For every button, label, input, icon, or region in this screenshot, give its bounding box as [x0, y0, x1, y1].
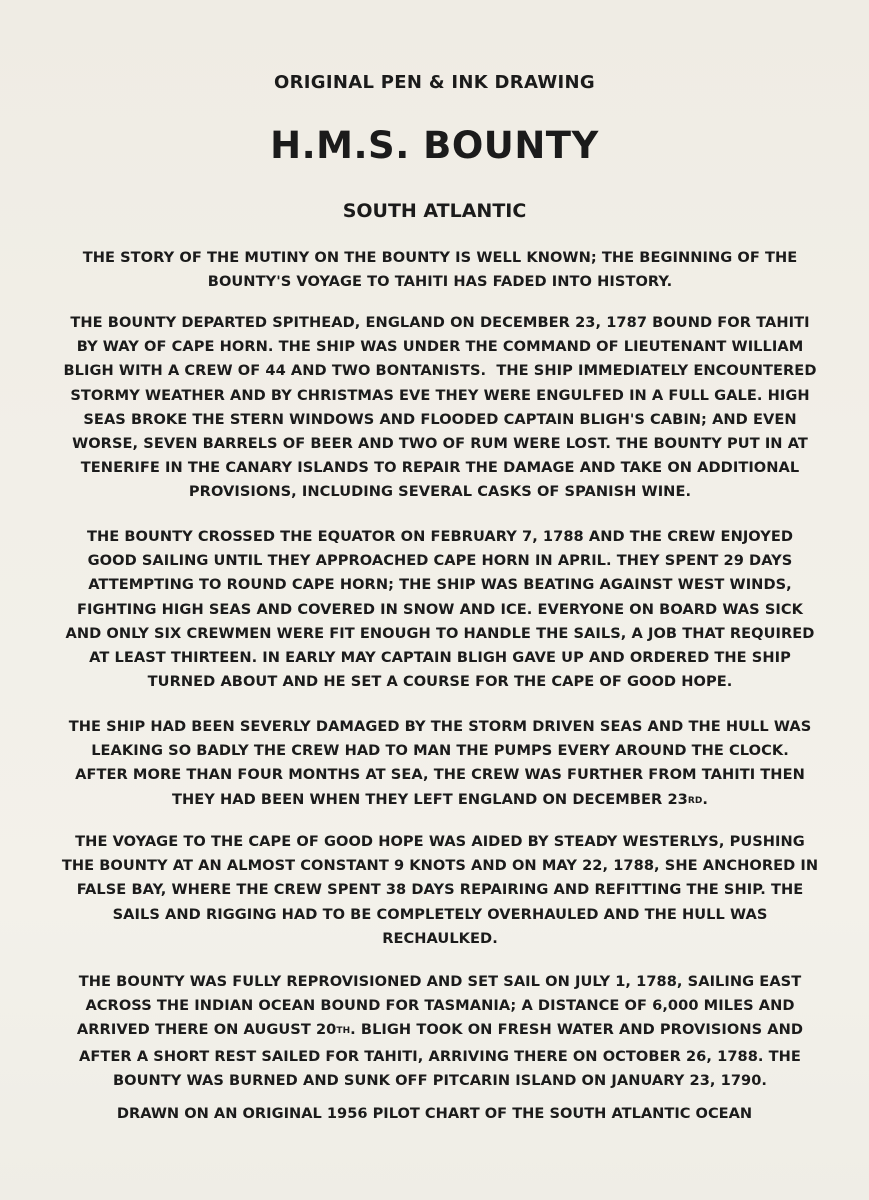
paragraph-line: PROVISIONS, INCLUDING SEVERAL CASKS OF SPANISH WINE. — [188, 483, 692, 501]
document-subtitle: ORIGINAL PEN & INK DRAWING — [274, 72, 595, 93]
paragraph-line-last — [30, 788, 850, 814]
paragraph-line: RECHAULKED. — [382, 929, 498, 947]
line-text: . BLIGH TOOK ON FRESH WATER AND PROVISIONS AND — [350, 1021, 804, 1039]
paragraph-line: GOOD SAILING UNTIL THEY APPROACHED CAPE HORN IN APRIL. THEY SPENT 29 DAYS — [87, 552, 793, 570]
paragraph-line: BOUNTY WAS BURNED AND SUNK OFF PITCARIN ISLAND ON JANUARY 23, 1790. — [112, 1071, 768, 1089]
paragraph-line: THE SHIP HAD BEEN SEVERLY DAMAGED BY THE STORM DRIVEN SEAS AND THE HULL WAS — [68, 718, 812, 735]
paragraph-tahiti — [30, 970, 850, 1093]
paragraph-intro — [40, 246, 840, 294]
paragraph-line: AND ONLY SIX CREWMEN WERE FIT ENOUGH TO HANDLE THE SAILS, A JOB THAT REQUIRED — [65, 624, 815, 642]
paragraph-line: BOUNTY'S VOYAGE TO TAHITI HAS FADED INTO HISTORY. — [207, 273, 673, 291]
document-title: H.M.S. BOUNTY — [270, 124, 599, 167]
paragraph-line: WORSE, SEVEN BARRELS OF BEER AND TWO OF RUM WERE LOST. THE BOUNTY PUT IN AT — [72, 435, 808, 453]
paragraph-line-mid — [30, 1018, 850, 1044]
paragraph-line: THE BOUNTY WAS FULLY REPROVISIONED AND SET SAIL ON JULY 1, 1788, SAILING EAST — [78, 973, 802, 990]
paragraph-line: BLIGH WITH A CREW OF 44 AND TWO BONTANISTS. THE SHIP IMMEDIATELY ENCOUNTERED — [63, 362, 817, 380]
paragraph-line: AFTER MORE THAN FOUR MONTHS AT SEA, THE CREW WAS FURTHER FROM TAHITI THEN — [75, 766, 805, 784]
paragraph-line: THE VOYAGE TO THE CAPE OF GOOD HOPE WAS AIDED BY STEADY WESTERLYS, PUSHING — [75, 833, 805, 850]
paragraph-line: SAILS AND RIGGING HAD TO BE COMPLETELY OVERHAULED AND THE HULL WAS — [112, 905, 768, 923]
paragraph-line: FIGHTING HIGH SEAS AND COVERED IN SNOW AND ICE. EVERYONE ON BOARD WAS SICK — [76, 600, 804, 618]
document-footer-note: DRAWN ON AN ORIGINAL 1956 PILOT CHART OF THE SOUTH ATLANTIC OCEAN — [116, 1105, 753, 1122]
line-text: ARRIVED THERE ON AUGUST 20 — [76, 1021, 337, 1039]
line-text: THEY HAD BEEN WHEN THEY LEFT ENGLAND ON DECEMBER 23 — [171, 790, 688, 808]
line-end: . — [702, 790, 709, 808]
paragraph-line: TENERIFE IN THE CANARY ISLANDS TO REPAIR THE DAMAGE AND TAKE ON ADDITIONAL — [80, 459, 800, 477]
paragraph-cape-horn — [30, 525, 850, 694]
ordinal-suffix: RD — [687, 795, 703, 806]
paragraph-line: THE STORY OF THE MUTINY ON THE BOUNTY IS WELL KNOWN; THE BEGINNING OF THE — [82, 249, 798, 266]
paragraph-line: AT LEAST THIRTEEN. IN EARLY MAY CAPTAIN BLIGH GAVE UP AND ORDERED THE SHIP — [89, 649, 791, 667]
paragraph-line: THE BOUNTY DEPARTED SPITHEAD, ENGLAND ON DECEMBER 23, 1787 BOUND FOR TAHITI — [70, 314, 810, 331]
paragraph-line: THE BOUNTY AT AN ALMOST CONSTANT 9 KNOTS AND ON MAY 22, 1788, SHE ANCHORED IN — [61, 857, 819, 875]
paragraph-line: TURNED ABOUT AND HE SET A COURSE FOR THE CAPE OF GOOD HOPE. — [147, 673, 733, 691]
paragraph-line: ATTEMPTING TO ROUND CAPE HORN; THE SHIP WAS BEATING AGAINST WEST WINDS, — [88, 576, 792, 594]
paragraph-line: LEAKING SO BADLY THE CREW HAD TO MAN THE PUMPS EVERY AROUND THE CLOCK. — [91, 742, 789, 760]
paragraph-line: SEAS BROKE THE STERN WINDOWS AND FLOODED CAPTAIN BLIGH'S CABIN; AND EVEN — [83, 410, 797, 428]
paragraph-line: ACROSS THE INDIAN OCEAN BOUND FOR TASMANIA; A DISTANCE OF 6,000 MILES AND — [85, 997, 795, 1015]
paragraph-line: THE BOUNTY CROSSED THE EQUATOR ON FEBRUARY 7, 1788 AND THE CREW ENJOYED — [86, 528, 794, 545]
paragraph-departure — [30, 311, 850, 505]
paragraph-line: FALSE BAY, WHERE THE CREW SPENT 38 DAYS REPAIRING AND REFITTING THE SHIP. THE — [76, 881, 804, 899]
paragraph-cape-good-hope — [30, 830, 850, 951]
paragraph-damage — [30, 715, 850, 814]
ordinal-suffix: TH — [336, 1026, 351, 1037]
paragraph-line: STORMY WEATHER AND BY CHRISTMAS EVE THEY WERE ENGULFED IN A FULL GALE. HIGH — [70, 386, 810, 404]
paragraph-line: AFTER A SHORT REST SAILED FOR TAHITI, ARRIVING THERE ON OCTOBER 26, 1788. THE — [79, 1047, 801, 1065]
document-location: SOUTH ATLANTIC — [342, 200, 527, 222]
paragraph-line: BY WAY OF CAPE HORN. THE SHIP WAS UNDER THE COMMAND OF LIEUTENANT WILLIAM — [76, 338, 804, 356]
